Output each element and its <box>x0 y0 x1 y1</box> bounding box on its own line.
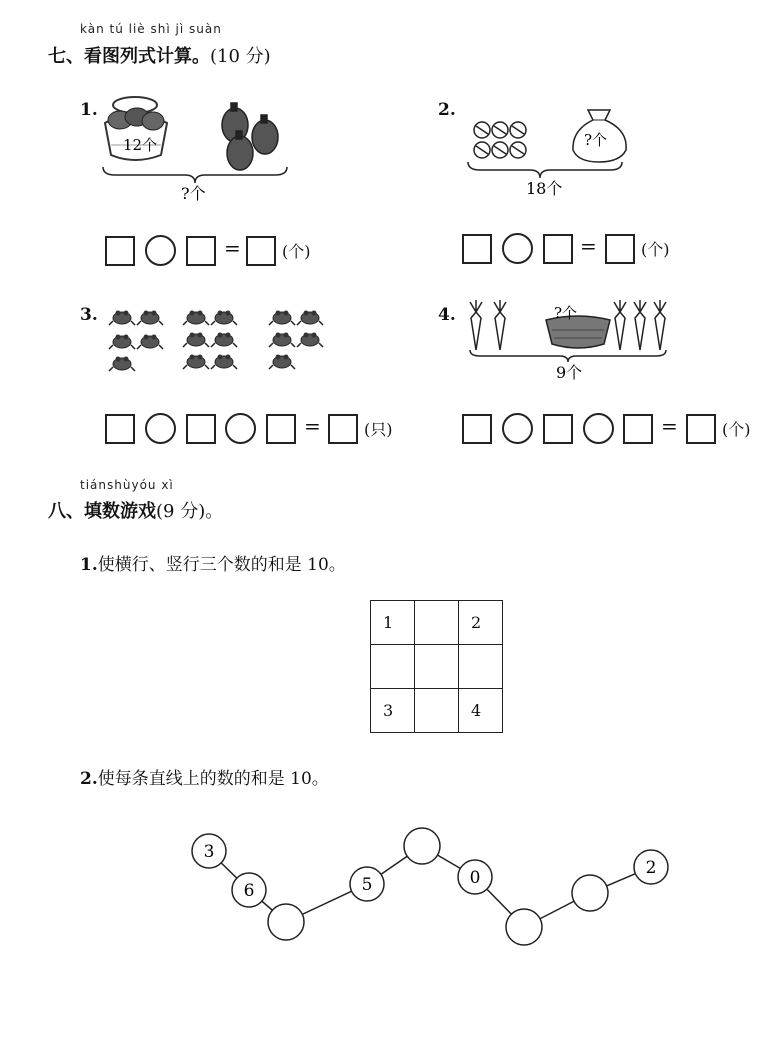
problem-4-bottom-label: 9个 <box>556 363 583 382</box>
circle-number: 5 <box>361 875 373 895</box>
unit-label: (个) <box>282 242 311 261</box>
equals-sign: = <box>224 236 241 260</box>
number-circle[interactable] <box>572 875 608 911</box>
problem-3-number: 3. <box>80 305 98 325</box>
q1-number: 1. <box>80 555 98 575</box>
unit-label: (个) <box>641 240 670 259</box>
grid-cell: 3 <box>371 689 415 733</box>
grid-cell: 1 <box>371 601 415 645</box>
problem-2-bottom-label: 18个 <box>526 179 563 198</box>
section7-pinyin: kàn tú liè shì jì suàn <box>80 22 222 36</box>
unit-label: (个) <box>722 420 751 439</box>
section8-pinyin: tiánshùyóu xì <box>80 478 174 492</box>
problem-2-bag-label: ?个 <box>584 131 608 149</box>
section8-title-text: 八、填数游戏 <box>48 501 156 522</box>
q2-text: 使每条直线上的数的和是 10。 <box>97 769 329 789</box>
problem-4-number: 4. <box>438 305 456 325</box>
circle-number: 0 <box>469 868 481 888</box>
number-circle[interactable] <box>404 828 440 864</box>
circle-number: 3 <box>203 842 215 862</box>
q2-number: 2. <box>80 769 98 789</box>
problem-4-basket-label: ?个 <box>554 304 578 322</box>
equals-sign: = <box>304 414 321 438</box>
number-circle[interactable] <box>506 909 542 945</box>
problem-2-number: 2. <box>438 100 456 120</box>
problem-1-bottom-label: ?个 <box>181 184 206 203</box>
problem-1-number: 1. <box>80 100 98 120</box>
grid-cell: 4 <box>459 689 503 733</box>
circle-number: 6 <box>243 881 255 901</box>
grid-cell: 2 <box>459 601 503 645</box>
section7-points: (10 分) <box>210 46 271 67</box>
unit-label: (只) <box>364 420 393 439</box>
number-circle[interactable] <box>268 904 304 940</box>
section8-points: (9 分)。 <box>156 501 224 522</box>
equals-sign: = <box>580 234 597 258</box>
circle-number: 2 <box>645 858 657 878</box>
problem-1-basket-label: 12个 <box>123 136 158 154</box>
q1-text: 使横行、竖行三个数的和是 10。 <box>97 555 346 575</box>
section7-title-text: 七、看图列式计算。 <box>48 46 210 67</box>
equals-sign: = <box>661 414 678 438</box>
